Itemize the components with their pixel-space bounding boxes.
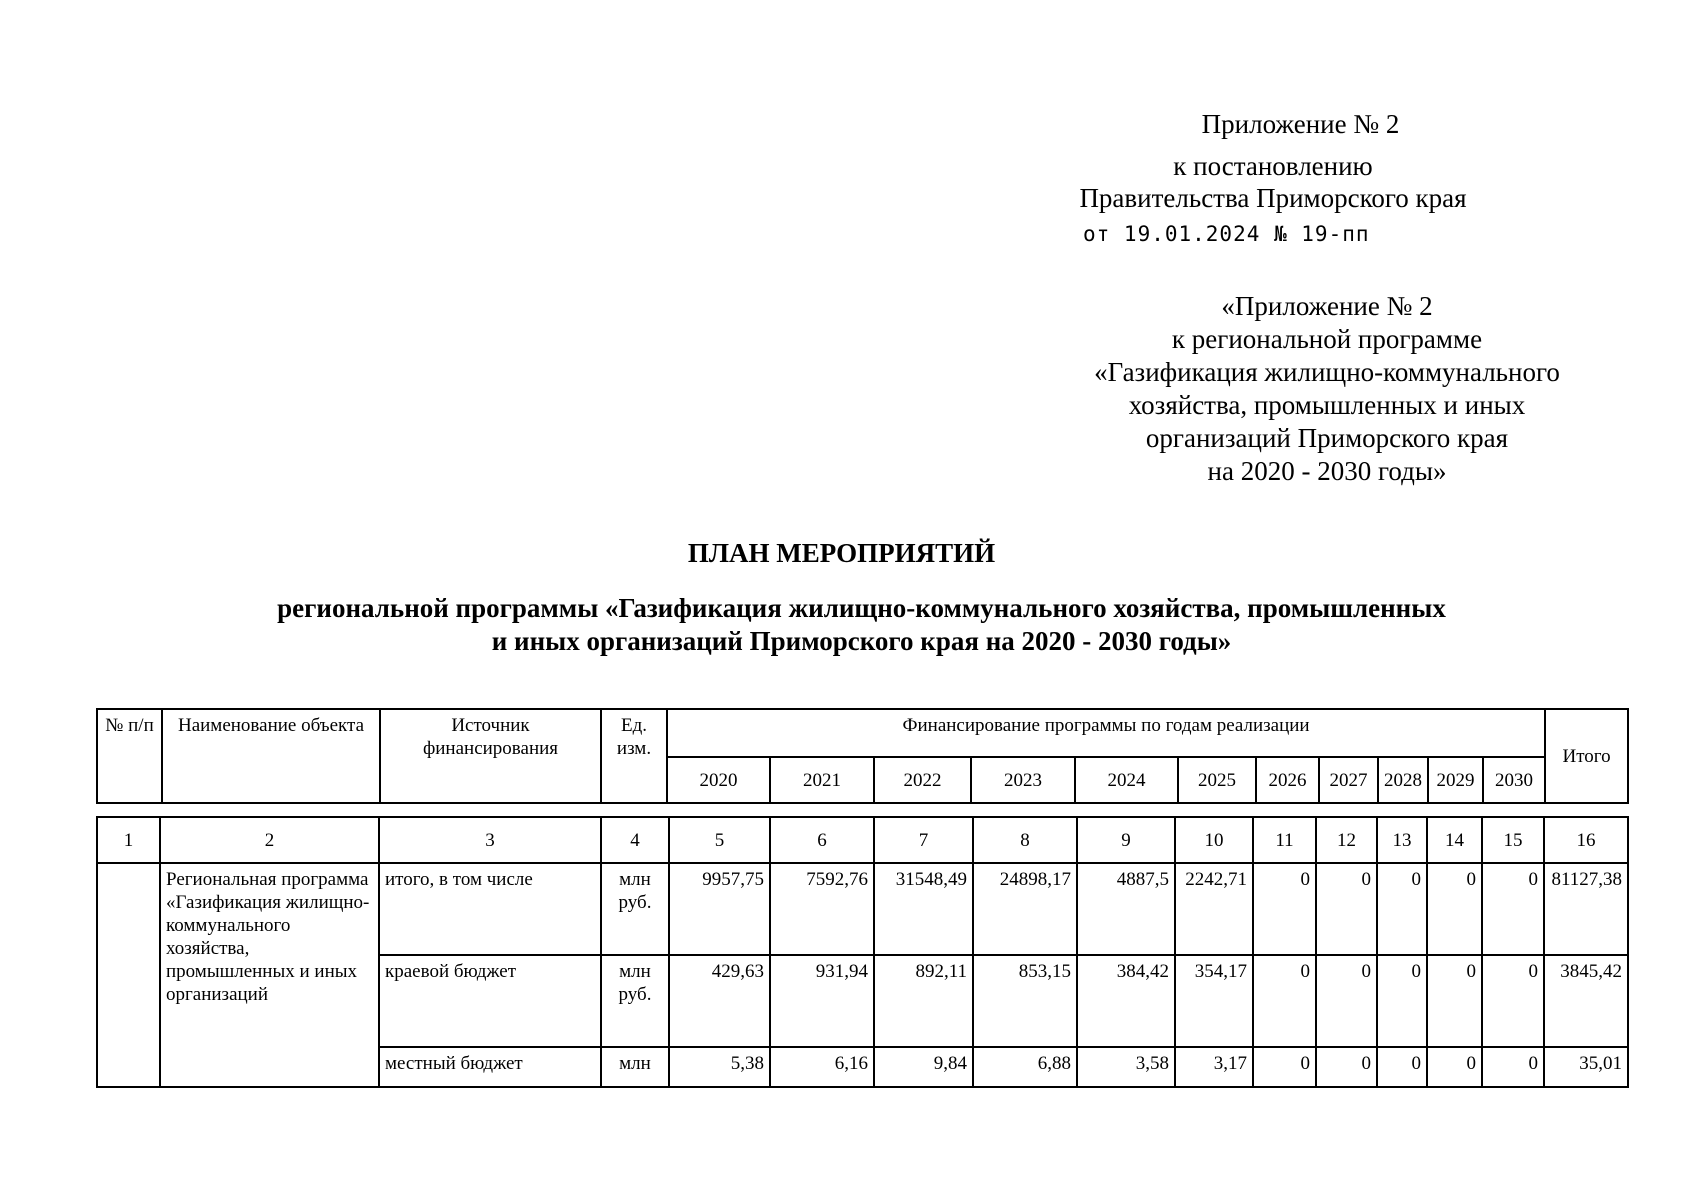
program-ref-line: «Приложение № 2 xyxy=(1221,291,1433,321)
header-year: 2025 xyxy=(1178,757,1256,803)
value-cell: 3,58 xyxy=(1077,1047,1175,1087)
table-body xyxy=(96,816,1629,1088)
program-reference-block xyxy=(1067,290,1587,488)
source-cell: местный бюджет xyxy=(379,1047,601,1087)
column-number: 15 xyxy=(1482,817,1544,863)
column-number: 6 xyxy=(770,817,874,863)
value-cell: 853,15 xyxy=(973,955,1077,1047)
appendix-block xyxy=(1043,108,1503,250)
decree-number: от 19.01.2024 № 19-пп xyxy=(1083,222,1370,246)
value-cell: 3,17 xyxy=(1175,1047,1253,1087)
column-number: 14 xyxy=(1427,817,1482,863)
header-year: 2027 xyxy=(1319,757,1378,803)
appendix-title: Приложение № 2 xyxy=(1201,109,1400,139)
appendix-line-government: Правительства Приморского края xyxy=(1079,183,1467,213)
value-cell: 0 xyxy=(1427,1047,1482,1087)
plan-subtitle-line-1: региональной программы «Газификация жилищно-коммунального хозяйства, промышленных xyxy=(277,593,1446,623)
header-source: Источник финансирования xyxy=(380,709,601,803)
column-number: 13 xyxy=(1377,817,1427,863)
column-number: 12 xyxy=(1316,817,1377,863)
column-number: 9 xyxy=(1077,817,1175,863)
row-number-cell xyxy=(97,863,160,1087)
column-number-row xyxy=(97,817,1628,863)
column-number: 2 xyxy=(160,817,379,863)
unit-cell: млн руб. xyxy=(601,863,669,955)
value-cell: 7592,76 xyxy=(770,863,874,955)
column-number: 5 xyxy=(669,817,770,863)
source-cell: итого, в том числе xyxy=(379,863,601,955)
value-cell: 9957,75 xyxy=(669,863,770,955)
value-cell: 892,11 xyxy=(874,955,973,1047)
value-cell: 0 xyxy=(1482,863,1544,955)
appendix-line-decree: к постановлению xyxy=(1173,151,1373,181)
column-number: 8 xyxy=(973,817,1077,863)
value-cell: 0 xyxy=(1427,863,1482,955)
value-cell: 6,16 xyxy=(770,1047,874,1087)
value-cell: 6,88 xyxy=(973,1047,1077,1087)
header-num: № п/п xyxy=(97,709,162,803)
header-financing: Финансирование программы по годам реализации xyxy=(667,709,1545,757)
column-number: 16 xyxy=(1544,817,1628,863)
value-cell: 354,17 xyxy=(1175,955,1253,1047)
value-cell: 5,38 xyxy=(669,1047,770,1087)
value-cell: 0 xyxy=(1482,955,1544,1047)
column-number: 7 xyxy=(874,817,973,863)
value-cell: 0 xyxy=(1377,863,1427,955)
program-ref-line: к региональной программе xyxy=(1171,324,1483,354)
value-cell: 0 xyxy=(1316,1047,1377,1087)
total-cell: 3845,42 xyxy=(1544,955,1628,1047)
value-cell: 0 xyxy=(1427,955,1482,1047)
column-number: 11 xyxy=(1253,817,1316,863)
plan-subtitle xyxy=(0,592,1683,658)
value-cell: 0 xyxy=(1377,955,1427,1047)
header-year: 2030 xyxy=(1483,757,1545,803)
header-year: 2029 xyxy=(1428,757,1483,803)
header-object-name: Наименование объекта xyxy=(162,709,380,803)
value-cell: 2242,71 xyxy=(1175,863,1253,955)
unit-cell: млн xyxy=(601,1047,669,1087)
program-ref-line: организаций Приморского края xyxy=(1145,423,1509,453)
value-cell: 0 xyxy=(1482,1047,1544,1087)
value-cell: 384,42 xyxy=(1077,955,1175,1047)
unit-cell: млн руб. xyxy=(601,955,669,1047)
header-year: 2022 xyxy=(874,757,971,803)
plan-subtitle-line-2: и иных организаций Приморского края на 2020 - 2030 годы» xyxy=(491,626,1232,656)
header-total: Итого xyxy=(1545,709,1628,803)
program-ref-line: «Газификация жилищно-коммунального xyxy=(1094,357,1560,387)
value-cell: 0 xyxy=(1253,955,1316,1047)
value-cell: 0 xyxy=(1316,863,1377,955)
program-ref-line: на 2020 - 2030 годы» xyxy=(1207,456,1447,486)
value-cell: 931,94 xyxy=(770,955,874,1047)
column-number: 3 xyxy=(379,817,601,863)
header-year: 2026 xyxy=(1256,757,1319,803)
header-unit: Ед. изм. xyxy=(601,709,667,803)
value-cell: 0 xyxy=(1316,955,1377,1047)
table-row xyxy=(97,863,1628,955)
total-cell: 35,01 xyxy=(1544,1047,1628,1087)
value-cell: 4887,5 xyxy=(1077,863,1175,955)
value-cell: 0 xyxy=(1253,1047,1316,1087)
header-year: 2023 xyxy=(971,757,1075,803)
table-header xyxy=(96,708,1629,804)
value-cell: 0 xyxy=(1377,1047,1427,1087)
value-cell: 0 xyxy=(1253,863,1316,955)
source-cell: краевой бюджет xyxy=(379,955,601,1047)
total-cell: 81127,38 xyxy=(1544,863,1628,955)
program-ref-line: хозяйства, промышленных и иных xyxy=(1128,390,1526,420)
column-number: 4 xyxy=(601,817,669,863)
header-year: 2021 xyxy=(770,757,874,803)
column-number: 1 xyxy=(97,817,160,863)
header-year: 2024 xyxy=(1075,757,1178,803)
header-year: 2028 xyxy=(1378,757,1428,803)
value-cell: 9,84 xyxy=(874,1047,973,1087)
column-number: 10 xyxy=(1175,817,1253,863)
value-cell: 429,63 xyxy=(669,955,770,1047)
value-cell: 31548,49 xyxy=(874,863,973,955)
value-cell: 24898,17 xyxy=(973,863,1077,955)
object-name-cell: Региональная программа «Газификация жилищно-коммунального хозяйства, промышленных и иных организаций xyxy=(160,863,379,1087)
header-year: 2020 xyxy=(667,757,770,803)
plan-title: ПЛАН МЕРОПРИЯТИЙ xyxy=(687,538,996,568)
